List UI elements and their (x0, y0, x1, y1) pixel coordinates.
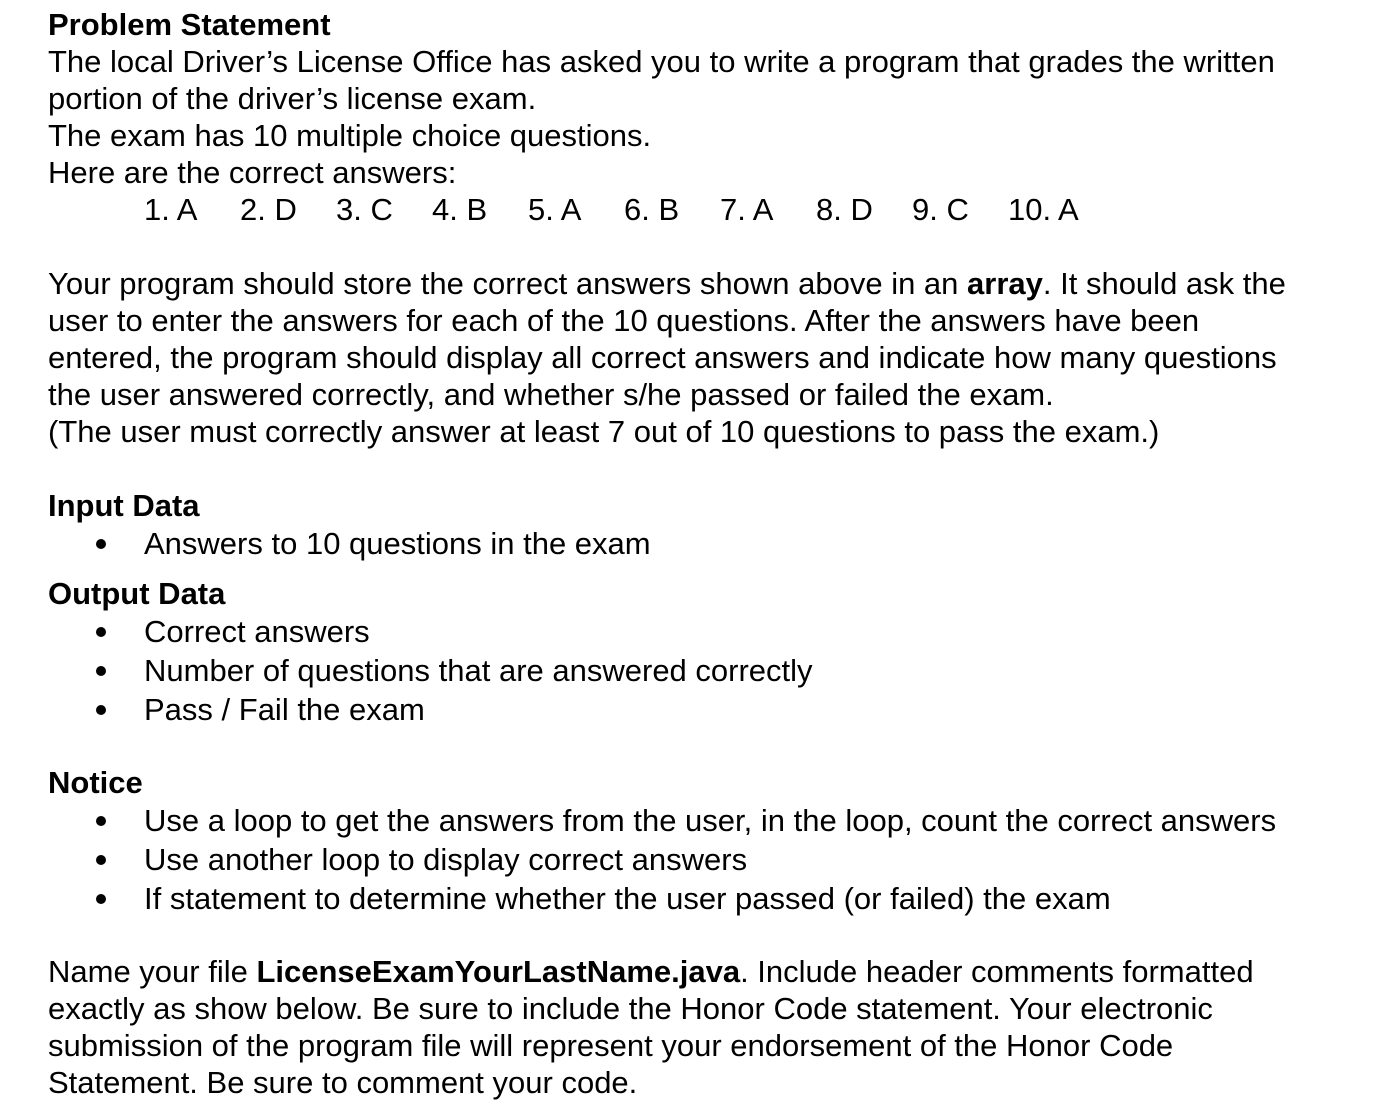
list-item: Use a loop to get the answers from the user, in the loop, count the correct answers (48, 801, 1368, 840)
intro-line-2: portion of the driver’s license exam. (48, 81, 537, 116)
answer-item: 3. C (336, 192, 393, 227)
answer-item: 1. A (144, 192, 198, 227)
naming-line-4: Statement. Be sure to comment your code. (48, 1065, 638, 1100)
intro-line-3: The exam has 10 multiple choice questions. (48, 118, 652, 153)
answer-item: 6. B (624, 192, 680, 227)
input-data-heading: Input Data (48, 488, 200, 523)
list-item: Correct answers (48, 612, 1368, 651)
list-item: If statement to determine whether the user passed (or failed) the exam (48, 879, 1368, 918)
input-data-list (48, 524, 1368, 563)
naming-line-1: Name your file LicenseExamYourLastName.java. Include header comments formatted (48, 954, 1254, 989)
answer-item: 5. A (528, 192, 582, 227)
answer-item: 8. D (816, 192, 873, 227)
notice-list (48, 801, 1368, 918)
file-name: LicenseExamYourLastName.java (256, 954, 741, 989)
bullet-icon (96, 855, 106, 865)
bullet-icon (96, 705, 106, 715)
description-line-3: entered, the program should display all correct answers and indicate how many questions (48, 340, 1277, 375)
answer-item: 2. D (240, 192, 297, 227)
answer-item: 9. C (912, 192, 969, 227)
list-item: Use another loop to display correct answers (48, 840, 1368, 879)
description-line-5: (The user must correctly answer at least 7 out of 10 questions to pass the exam.) (48, 414, 1160, 449)
bullet-icon (96, 539, 106, 549)
bullet-icon (96, 666, 106, 676)
answer-item: 10. A (1008, 192, 1079, 227)
list-item: Pass / Fail the exam (48, 690, 1368, 729)
output-data-list (48, 612, 1368, 729)
list-item: Number of questions that are answered correctly (48, 651, 1368, 690)
keyword-array: array (967, 266, 1043, 301)
description-line-4: the user answered correctly, and whether s/he passed or failed the exam. (48, 377, 1054, 412)
list-item: Answers to 10 questions in the exam (48, 524, 1368, 563)
answer-item: 4. B (432, 192, 488, 227)
problem-statement-heading: Problem Statement (48, 7, 331, 42)
naming-line-3: submission of the program file will represent your endorsement of the Honor Code (48, 1028, 1174, 1063)
intro-line-1: The local Driver’s License Office has asked you to write a program that grades the written (48, 44, 1275, 79)
correct-answers-list (144, 191, 1368, 228)
bullet-icon (96, 894, 106, 904)
description-line-1: Your program should store the correct answers shown above in an array. It should ask the (48, 266, 1286, 301)
notice-heading: Notice (48, 765, 143, 800)
answer-item: 7. A (720, 192, 774, 227)
description-line-2: user to enter the answers for each of the 10 questions. After the answers have been (48, 303, 1200, 338)
naming-line-2: exactly as show below. Be sure to include the Honor Code statement. Your electronic (48, 991, 1213, 1026)
intro-line-4: Here are the correct answers: (48, 155, 457, 190)
document-body (48, 6, 1368, 1101)
bullet-icon (96, 627, 106, 637)
output-data-heading: Output Data (48, 576, 226, 611)
bullet-icon (96, 816, 106, 826)
